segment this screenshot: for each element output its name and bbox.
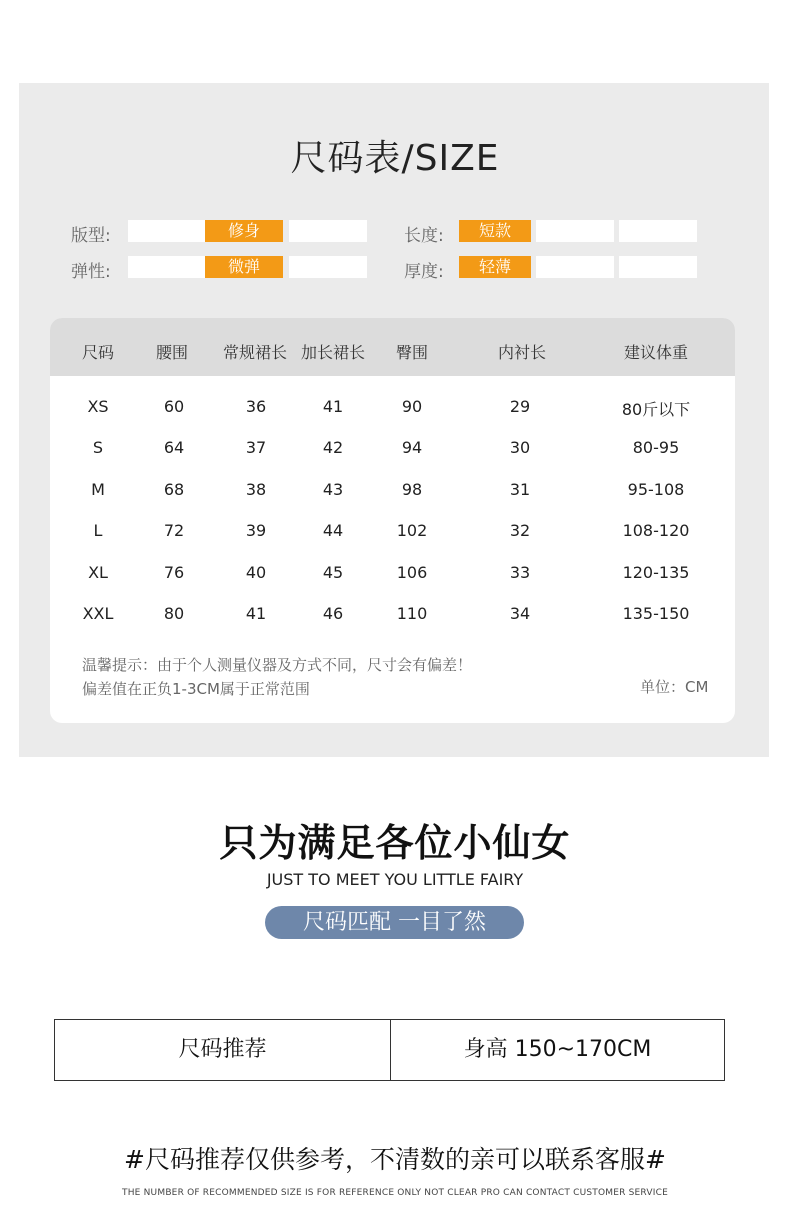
table-cell: 33 bbox=[509, 563, 531, 582]
attr-label-thickness: 厚度: bbox=[404, 262, 444, 282]
slogan-subtitle: JUST TO MEET YOU LITTLE FAIRY bbox=[266, 870, 524, 889]
attr-thickness-option-3 bbox=[619, 256, 697, 278]
attr-fit-option-3 bbox=[289, 220, 367, 242]
table-cell: 95-108 bbox=[627, 480, 685, 499]
table-cell: 80-95 bbox=[632, 438, 680, 457]
table-cell: 34 bbox=[509, 604, 531, 623]
table-cell: 39 bbox=[245, 521, 267, 540]
attr-fit-option-1 bbox=[128, 220, 206, 242]
page-title: 尺码表/SIZE bbox=[290, 138, 500, 179]
attr-length-option-2 bbox=[536, 220, 614, 242]
tolerance-note: 偏差值在正负1-3CM属于正常范围 bbox=[82, 680, 310, 698]
table-cell: 80斤以下 bbox=[621, 400, 691, 419]
size-table bbox=[50, 318, 735, 723]
table-cell: 32 bbox=[509, 521, 531, 540]
attr-fit-option-2: 修身 bbox=[205, 220, 283, 242]
table-cell: S bbox=[92, 438, 104, 457]
table-cell: 36 bbox=[245, 397, 267, 416]
table-cell: XL bbox=[88, 563, 108, 582]
header-hip: 臀围 bbox=[395, 343, 429, 362]
header-long-length: 加长裙长 bbox=[300, 343, 366, 362]
table-cell: L bbox=[93, 521, 103, 540]
attr-length-option-3 bbox=[619, 220, 697, 242]
header-weight: 建议体重 bbox=[623, 343, 689, 362]
table-cell: XXL bbox=[82, 604, 114, 623]
unit-label: 单位：CM bbox=[640, 678, 709, 696]
table-cell: 108-120 bbox=[622, 521, 690, 540]
table-cell: 106 bbox=[396, 563, 428, 582]
table-cell: 43 bbox=[322, 480, 344, 499]
size-recommendation-box bbox=[54, 1019, 725, 1081]
measurement-tip: 温馨提示：由于个人测量仪器及方式不同，尺寸会有偏差！ bbox=[82, 656, 473, 674]
table-cell: 76 bbox=[163, 563, 185, 582]
table-cell: 72 bbox=[163, 521, 185, 540]
header-size: 尺码 bbox=[81, 343, 115, 362]
table-cell: 135-150 bbox=[622, 604, 690, 623]
table-cell: 120-135 bbox=[622, 563, 690, 582]
table-cell: 42 bbox=[322, 438, 344, 457]
table-cell: 44 bbox=[322, 521, 344, 540]
table-cell: 90 bbox=[401, 397, 423, 416]
recommendation-label: 尺码推荐 bbox=[178, 1037, 267, 1062]
attr-thickness-option-1: 轻薄 bbox=[459, 256, 531, 278]
attr-elasticity-option-2: 微弹 bbox=[205, 256, 283, 278]
table-cell: 110 bbox=[396, 604, 428, 623]
table-cell: 30 bbox=[509, 438, 531, 457]
attr-label-elasticity: 弹性: bbox=[71, 262, 111, 282]
table-cell: 60 bbox=[163, 397, 185, 416]
attr-label-fit: 版型: bbox=[71, 226, 111, 246]
attr-elasticity-option-3 bbox=[289, 256, 367, 278]
table-cell: 64 bbox=[163, 438, 185, 457]
table-cell: 94 bbox=[401, 438, 423, 457]
attr-elasticity-option-1 bbox=[128, 256, 206, 278]
table-cell: 38 bbox=[245, 480, 267, 499]
table-cell: 68 bbox=[163, 480, 185, 499]
table-cell: 41 bbox=[245, 604, 267, 623]
header-waist: 腰围 bbox=[155, 343, 189, 362]
table-cell: 46 bbox=[322, 604, 344, 623]
slogan-title: 只为满足各位小仙女 bbox=[219, 821, 571, 865]
table-cell: 102 bbox=[396, 521, 428, 540]
attr-label-length: 长度: bbox=[404, 226, 444, 246]
size-match-badge: 尺码匹配 一目了然 bbox=[265, 906, 524, 939]
header-regular-length: 常规裙长 bbox=[222, 343, 288, 362]
table-cell: XS bbox=[87, 397, 109, 416]
table-cell: 45 bbox=[322, 563, 344, 582]
table-cell: M bbox=[91, 480, 105, 499]
footer-note: #尺码推荐仅供参考，不清数的亲可以联系客服# bbox=[124, 1145, 666, 1174]
recommendation-value: 身高 150~170CM bbox=[463, 1037, 652, 1062]
table-cell: 37 bbox=[245, 438, 267, 457]
footer-note-english: THE NUMBER OF RECOMMENDED SIZE IS FOR REFERENCE ONLY NOT CLEAR PRO CAN CONTACT CUSTOMER SERVICE bbox=[122, 1188, 668, 1198]
table-cell: 31 bbox=[509, 480, 531, 499]
table-cell: 40 bbox=[245, 563, 267, 582]
table-cell: 80 bbox=[163, 604, 185, 623]
header-lining-length: 内衬长 bbox=[497, 343, 547, 362]
table-cell: 98 bbox=[401, 480, 423, 499]
attr-thickness-option-2 bbox=[536, 256, 614, 278]
table-cell: 29 bbox=[509, 397, 531, 416]
table-cell: 41 bbox=[322, 397, 344, 416]
attr-length-option-1: 短款 bbox=[459, 220, 531, 242]
